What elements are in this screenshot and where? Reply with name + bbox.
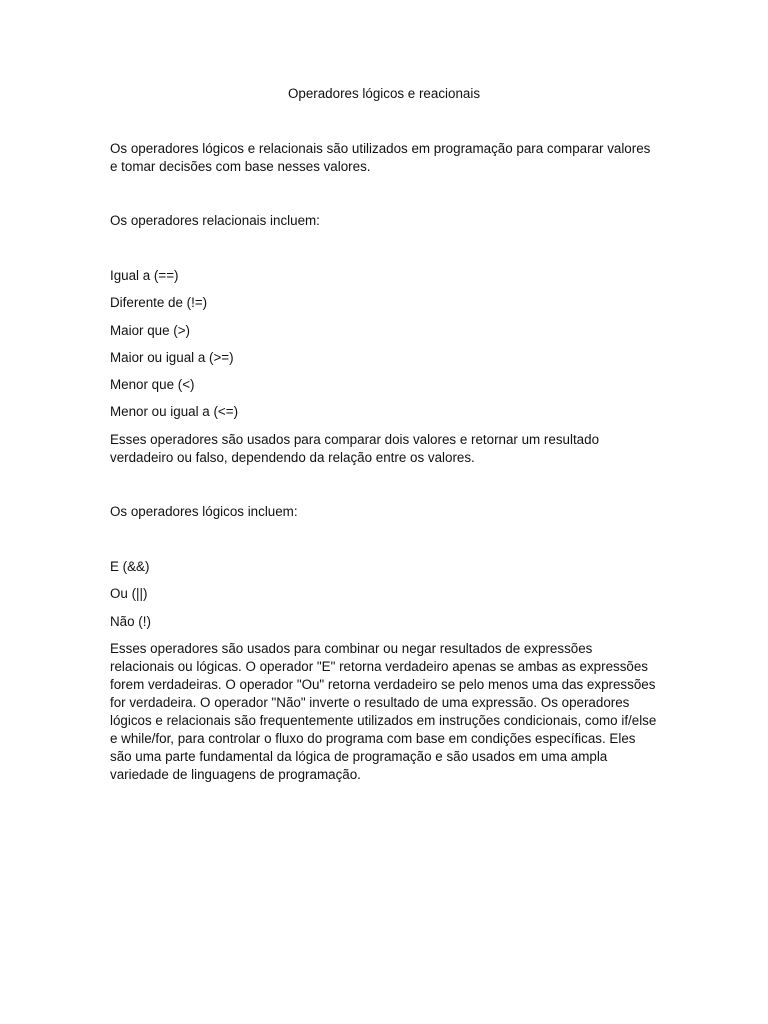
relational-operator-list xyxy=(110,267,658,431)
list-item: Diferente de (!=) xyxy=(110,295,208,311)
relational-summary: Esses operadores são usados para comparar dois valores e retornar um resultado verdadeiro ou falso, dependendo da relação entre os valores. xyxy=(110,432,600,465)
relational-heading: Os operadores relacionais incluem: xyxy=(110,213,320,228)
intro-paragraph: Os operadores lógicos e relacionais são utilizados em programação para comparar valores e tomar decisões com base nesses valores. xyxy=(110,141,651,174)
list-item: Menor que (<) xyxy=(110,377,195,393)
list-item: Não (!) xyxy=(110,613,151,629)
list-item: Ou (||) xyxy=(110,586,148,602)
list-item: E (&&) xyxy=(110,559,150,574)
list-item: Maior que (>) xyxy=(110,322,191,338)
logical-summary: Esses operadores são usados para combinar ou negar resultados de expressões relacionais ou lógicas. O operador "E" retorna verdadeiro apenas se ambas as expressões forem verdadeiras. O operador "Ou" retorna verdadeiro se pelo menos uma das expressões for verdadeira. O operador "Não" inverte o resultado de uma expressão. Os operadores lógicos e relacionais são frequentemente utilizados em instruções condicionais, como if/else e while/for, para controlar o fluxo do programa com base em condições específicas. Eles são uma parte fundamental da lógica de programação e são usados em uma ampla variedade de linguagens de programação. xyxy=(110,641,657,782)
list-item: Igual a (==) xyxy=(110,268,179,283)
list-item: Maior ou igual a (>=) xyxy=(110,349,234,365)
logical-heading: Os operadores lógicos incluem: xyxy=(110,504,298,519)
list-item: Menor ou igual a (<=) xyxy=(110,404,239,420)
document-title: Operadores lógicos e reacionais xyxy=(287,86,481,101)
logical-operator-list xyxy=(110,558,658,640)
